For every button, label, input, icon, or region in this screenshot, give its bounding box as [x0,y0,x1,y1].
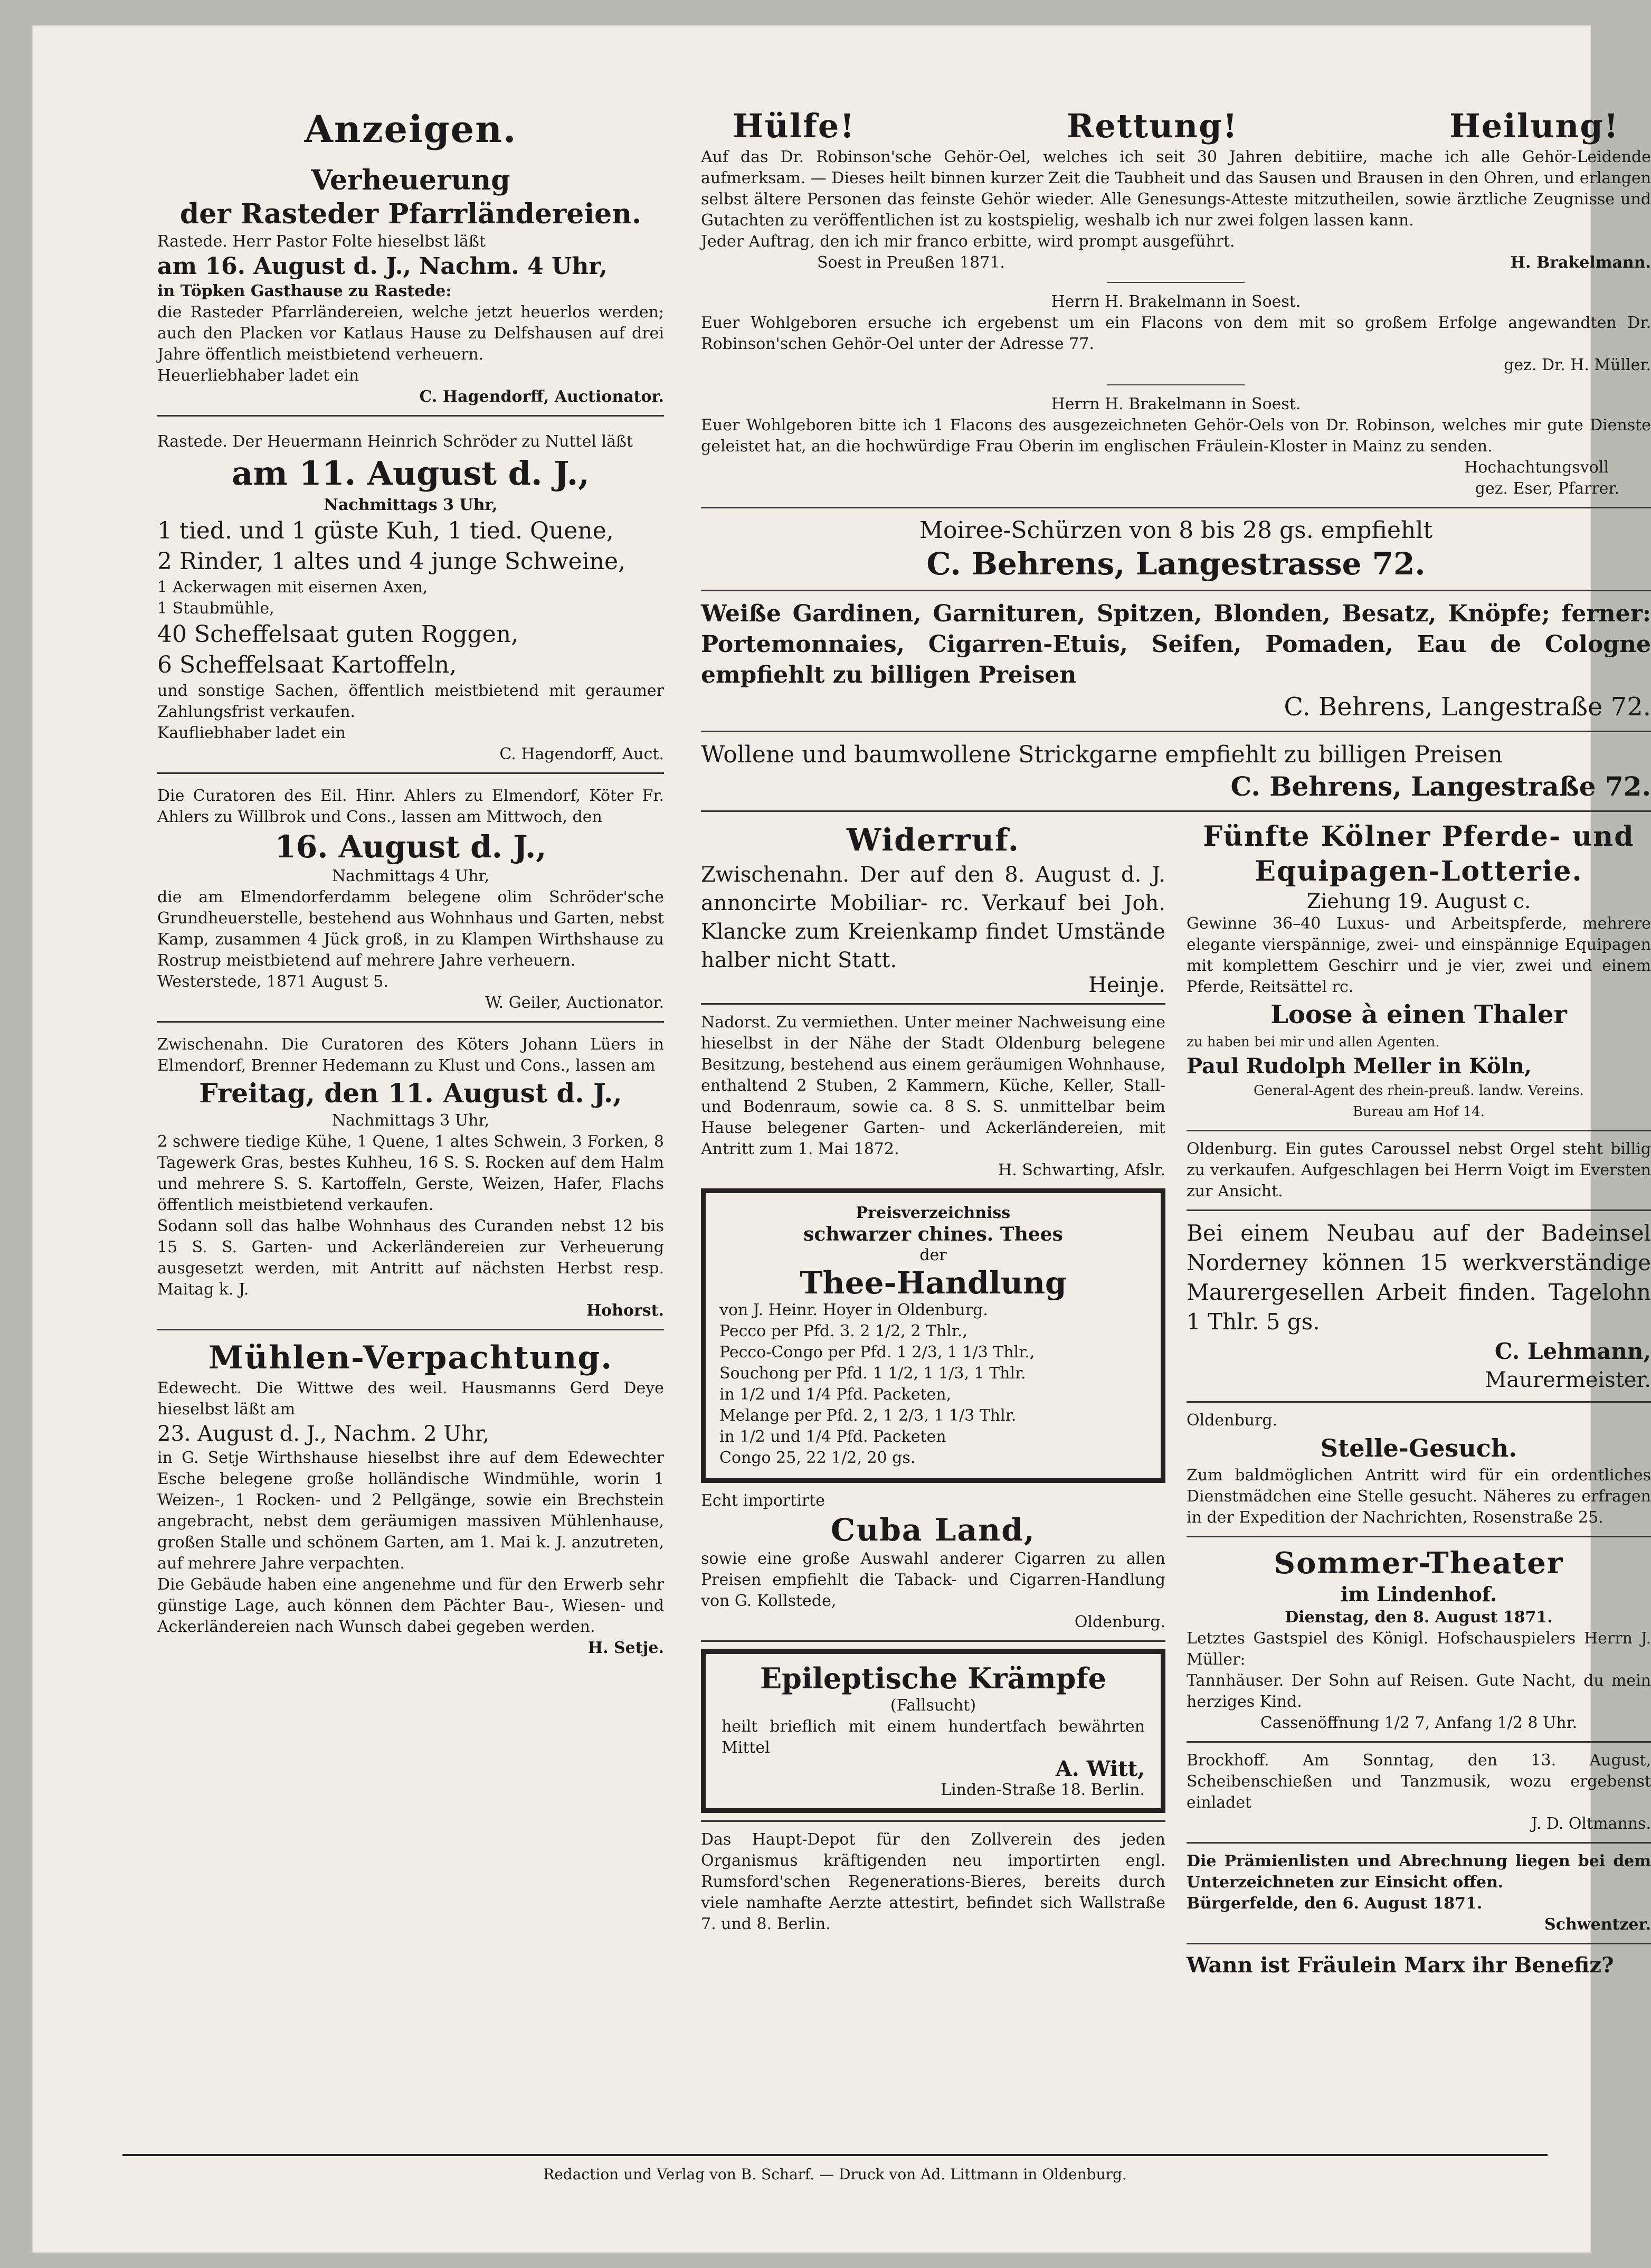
tea-ad-box [701,1188,1165,1483]
ad-signature: gez. Dr. H. Müller. [1504,356,1651,374]
ad-text: Bei einem Neubau auf der Badeinsel Norderney können 15 werkverständige Maurergesellen Arbeit finden. Tagelohn 1 Thlr. 5 gs. [1187,1220,1651,1335]
sub-column-left [701,819,1165,1935]
ad-text: Die Gebäude haben eine angenehme und für den Erwerb sehr günstige Lage, auch können dem Pächter Bau-, Wiesen- und Ackerländereien nach Wunsch dabei gegeben werden. [157,1575,664,1636]
ad-text: Auf das Dr. Robinson'sche Gehör-Oel, welches ich seit 30 Jahren debitiire, mache ich alle Gehör-Leidende aufmerksam. — Dieses heilt binnen kurzer Zeit die Taubheit und das Sausen und Brausen in den Ohren, und erlangen selbst ältere Personen das feinste Gehör wieder. Alle Genesungs-Atteste mitzutheilen, sowie ärztliche Zeugnisse und Gutachten zu veröffentlichen ist zu kostspielig, weshalb ich nur zwei folgen lassen kann. [701,148,1651,230]
divider [1187,1741,1651,1743]
ad-text: (Fallsucht) [890,1696,976,1715]
ad-text: sowie eine große Auswahl anderer Cigarren zu allen Preisen empfiehlt die Taback- und Cigarren-Handlung von G. Kollstede, [701,1549,1165,1610]
ad-text: Echt importirte [701,1491,826,1510]
ad-signature: gez. Eser, Pfarrer. [1475,479,1619,498]
ad-address: Linden-Straße 18. Berlin. [941,1781,1145,1799]
ad-signature: Oldenburg. [1074,1613,1165,1631]
divider [701,1003,1165,1005]
ad-text: Weiße Gardinen, Garnituren, Spitzen, Blonden, Besatz, Knöpfe; ferner: Portemonnaies, Cigarren-Etuis, Seifen, Pomaden, Eau de Cologne empfiehlt zu billigen Preisen [701,600,1651,688]
ad-signature: Hohorst. [586,1301,664,1320]
ad-signature: C. Hagendorff, Auct. [499,745,664,763]
ad-text: Kaufliebhaber ladet ein [157,724,346,742]
ad-item: 1 tied. und 1 güste Kuh, 1 tied. Quene, [157,517,614,544]
divider [701,1820,1165,1822]
ad-text: Gewinne 36–40 Luxus- und Arbeitspferde, mehrere elegante vierspännige, zwei- und einspännige Equipagen mit komplettem Geschirr und je vier, zwei und einem Pferde, Reitsättel rc. [1187,914,1651,996]
ad-heading: der Rasteder Pfarrländereien. [179,198,642,230]
ad-text: die am Elmendorferdamm belegene olim Schröder'sche Grundheuerstelle, bestehend aus Wohnhaus und Garten, nebst Kamp, zusammen 4 Jück groß, in zu Klampen Wirthshause zu Rostrup meistbietend auf mehrere Jahre verheuern. [157,888,664,970]
divider [1187,1130,1651,1131]
divider [157,415,664,417]
ad-text: und sonstige Sachen, öffentlich meistbietend mit geraumer Zahlungsfrist verkaufen. [157,682,664,721]
ad-signature: C. Behrens, Langestrasse 72. [926,546,1426,582]
ad-text: Moiree-Schürzen von 8 bis 28 gs. empfiehlt [919,517,1433,544]
ad-place: Soest in Preußen 1871. [817,253,1005,272]
divider [701,731,1651,732]
ad-text: Wann ist Fräulein Marx ihr Benefiz? [1187,1953,1614,1978]
ad-text: Letztes Gastspiel des Königl. Hofschauspielers Herrn J. Müller: [1187,1629,1651,1669]
ad-text: Heuerliebhaber ladet ein [157,366,359,385]
divider [1187,1401,1651,1403]
tea-price: Pecco-Congo per Pfd. 1 2/3, 1 1/3 Thlr., [719,1343,1035,1362]
tea-price: in 1/2 und 1/4 Pfd. Packeten, [719,1385,952,1404]
ad-signature: C. Hagendorff, Auctionator. [419,388,664,406]
tea-price: Congo 25, 22 1/2, 20 gs. [719,1449,916,1467]
tea-line: von J. Heinr. Hoyer in Oldenburg. [719,1301,988,1319]
divider [1187,1943,1651,1944]
ad-text: Bureau am Hof 14. [1352,1104,1485,1120]
right-column [701,106,1651,2076]
ad-text: General-Agent des rhein-preuß. landw. Vereins. [1254,1083,1584,1099]
tea-price: Melange per Pfd. 2, 1 2/3, 1 1/3 Thlr. [719,1406,1017,1425]
ad-date: am 16. August d. J., Nachm. 4 Uhr, [157,253,608,280]
ad-text: Zwischenahn. Der auf den 8. August d. J. annoncirte Mobiliar- rc. Verkauf bei Joh. Klancke zum Kreienkamp findet Umstände halber nicht Statt. [701,863,1165,972]
ad-signature: H. Schwarting, Afslr. [998,1161,1165,1179]
ad-text: Die Curatoren des Eil. Hinr. Ahlers zu Elmendorf, Köter Fr. Ahlers zu Willbrok und Cons., lassen am Mittwoch, den [157,787,664,826]
divider [1187,1536,1651,1537]
ad-text: 2 schwere tiedige Kühe, 1 Quene, 1 altes Schwein, 3 Forken, 8 Tagewerk Gras, bestes Kuhheu, 16 S. S. Rocken auf dem Halm und mehrere S. S. Kartoffeln, Gerste, Weizen, Hafer, Flachs öffentlich meistbietend verkaufen. [157,1132,664,1214]
ad-signature: C. Behrens, Langestraße 72. [1230,771,1651,802]
ad-time: Nachmittags 3 Uhr, [331,1111,490,1130]
ad-text: Hochachtungsvoll [1464,458,1609,477]
divider [701,507,1651,508]
ad-heading: Loose à einen Thaler [1270,1000,1567,1029]
ad-heading: Widerruf. [847,822,1020,858]
ad-date: Dienstag, den 8. August 1871. [1285,1608,1553,1627]
divider [1187,1842,1651,1844]
newspaper-page [33,26,1651,2252]
divider [1187,1209,1651,1211]
divider [157,772,664,774]
ad-text: Zum baldmöglichen Antritt wird für ein ordentliches Dienstmädchen eine Stelle gesucht. Näheres zu erfragen in der Expedition der Nachrichten, Rosenstraße 25. [1187,1466,1651,1527]
ad-heading: Sommer-Theater [1274,1546,1564,1581]
ad-heading: Mühlen-Verpachtung. [208,1339,613,1376]
divider [701,1640,1165,1642]
page-content [83,106,1651,2191]
ad-text: Cassenöffnung 1/2 7, Anfang 1/2 8 Uhr. [1260,1714,1578,1732]
ad-time: Nachmittags 4 Uhr, [331,867,490,885]
divider [1107,282,1245,283]
ad-text: Rastede. Der Heuermann Heinrich Schröder zu Nuttel läßt [157,432,633,451]
divider [157,1329,664,1330]
tea-line: schwarzer chines. Thees [803,1223,1063,1245]
ad-signature: Schwentzer. [1544,1915,1651,1934]
tea-price: Souchong per Pfd. 1 1/2, 1 1/3, 1 Thlr. [719,1364,1026,1383]
two-column-block [701,819,1651,2076]
ad-text: Euer Wohlgeboren ersuche ich ergebenst um ein Flacons von dem mit so großem Erfolge angewandten Dr. Robinson'schen Gehör-Oel unter der Adresse 77. [701,314,1651,353]
ad-item: 1 Ackerwagen mit eisernen Axen, [157,578,428,597]
divider [701,590,1651,591]
ad-text: in G. Setje Wirthshause hieselbst ihre auf dem Edewechter Esche belegene große holländische Windmühle, worin 1 Weizen-, 1 Rocken- und 2 Pellgänge, sowie ein Brechstein angebracht, nebst dem geräumigen massiven Mühlenhause, großen Stalle und schönem Garten, am 1. Mai k. J. anzutreten, auf mehrere Jahre verpachten. [157,1449,664,1573]
ad-text: Die Prämienlisten und Abrechnung liegen bei dem Unterzeichneten zur Einsicht offen. [1187,1852,1651,1892]
headline: Heilung! [1449,107,1619,145]
ad-text: Wollene und baumwollene Strickgarne empfiehlt zu billigen Preisen [701,741,1503,768]
headline-row [701,106,1651,147]
ad-text: zu haben bei mir und allen Agenten. [1187,1034,1440,1050]
ad-text: Sodann soll das halbe Wohnhaus des Curanden nebst 12 bis 15 S. S. Garten- und Ackerländereien zur Verheuerung ausgesetzt werden, mit Antritt auf nächsten Herbst resp. Maitag k. J. [157,1217,664,1299]
sub-column-right [1187,819,1651,1979]
ad-text: Rastede. Herr Pastor Folte hieselbst läßt [157,232,486,251]
ad-signature: A. Witt, [1055,1756,1145,1781]
ad-text: heilt brieflich mit einem hundertfach bewährten Mittel [722,1717,1145,1757]
ad-signature: H. Setje. [587,1639,664,1657]
ad-text: in Töpken Gasthause zu Rastede: [157,282,452,300]
ad-date: 23. August d. J., Nachm. 2 Uhr, [157,1422,490,1446]
tea-title: Thee-Handlung [800,1265,1067,1301]
ad-signature: H. Brakelmann. [1510,253,1651,272]
ad-footer [701,252,1651,273]
ad-signature: C. Behrens, Langestraße 72. [1284,692,1651,722]
ad-text: Oldenburg. Ein gutes Caroussel nebst Orgel steht billig zu verkaufen. Aufgeschlagen bei Herrn Voigt im Eversten zur Ansicht. [1187,1140,1651,1201]
ad-date: Ziehung 19. August c. [1306,890,1531,913]
ad-heading: im Lindenhof. [1340,1582,1497,1606]
tea-price: in 1/2 und 1/4 Pfd. Packeten [719,1428,946,1446]
ad-text: Das Haupt-Depot für den Zollverein des jeden Organismus kräftigenden neu importirten engl. Rumsford'schen Regenerations-Bieres, bereits durch viele namhafte Aerzte attestirt, befindet sich Wallstraße 7. und 8. Berlin. [701,1830,1165,1933]
ad-heading: Stelle-Gesuch. [1320,1434,1517,1462]
ad-signature: Maurermeister. [1485,1368,1651,1392]
ad-item: 1 Staubmühle, [157,599,274,618]
ad-signature: C. Lehmann, [1494,1338,1651,1364]
ad-signature: W. Geiler, Auctionator. [485,994,664,1012]
ad-text: Oldenburg. [1187,1411,1278,1430]
ad-text: Herrn H. Brakelmann in Soest. [1051,395,1301,413]
imprint-footer: Redaction und Verlag von B. Scharf. — Druck von Ad. Littmann in Oldenburg. [122,2154,1548,2183]
ad-text: Nadorst. Zu vermiethen. Unter meiner Nachweisung eine hieselbst in der Nähe der Stadt Oldenburg belegene Besitzung, bestehend aus einem geräumigen Wohnhause, enthaltend 2 Stuben, 2 Kammern, Küche, Keller, Stall- und Bodenraum, sowie ca. 8 S. S. unmittelbar beim Hause belegener Garten- und Ackerländereien, mit Antritt zum 1. Mai 1872. [701,1013,1165,1158]
ad-signature: Paul Rudolph Meller in Köln, [1187,1054,1532,1079]
headline: Rettung! [1066,107,1238,145]
ad-signature: Heinje. [1088,973,1165,997]
tea-line: Preisverzeichniss [856,1204,1011,1222]
ad-time: Nachmittags 3 Uhr, [324,496,498,514]
ad-text: Westerstede, 1871 August 5. [157,972,388,991]
epilepsy-ad-box [701,1649,1165,1813]
tea-line: der [919,1246,947,1264]
ad-text: Edewecht. Die Wittwe des weil. Hausmanns Gerd Deye hieselbst läßt am [157,1379,664,1419]
ad-text: Herrn H. Brakelmann in Soest. [1051,292,1301,311]
ad-item: 2 Rinder, 1 altes und 4 junge Schweine, [157,548,626,575]
ad-heading: Epileptische Krämpfe [760,1661,1107,1695]
ad-text: Tannhäuser. Der Sohn auf Reisen. Gute Nacht, du mein herziges Kind. [1187,1671,1651,1711]
headline: Hülfe! [733,107,856,145]
ad-text: Bürgerfelde, den 6. August 1871. [1187,1894,1483,1913]
ad-item: 6 Scheffelsaat Kartoffeln, [157,651,457,678]
left-column [157,106,664,1659]
ad-date: 16. August d. J., [274,829,547,865]
ad-text: Brockhoff. Am Sonntag, den 13. August, Scheibenschießen und Tanzmusik, wozu ergebenst einladet [1187,1751,1651,1812]
ad-item: 40 Scheffelsaat guten Roggen, [157,621,519,648]
ad-text: Jeder Auftrag, den ich mir franco erbitte, wird prompt ausgeführt. [701,232,1235,251]
divider [157,1021,664,1023]
tea-price: Pecco per Pfd. 3. 2 1/2, 2 Thlr., [719,1322,967,1340]
divider [1107,384,1245,385]
ad-signature: J. D. Oltmanns. [1531,1815,1651,1833]
ad-text: Zwischenahn. Die Curatoren des Köters Johann Lüers in Elmendorf, Brenner Hedemann zu Klust und Cons., lassen am [157,1035,664,1075]
ad-heading: Cuba Land, [831,1512,1036,1548]
ad-text: die Rasteder Pfarrländereien, welche jetzt heuerlos werden; auch den Placken vor Katlaus Hause zu Delfshausen auf drei Jahre öffentlich meistbietend verheuern. [157,303,664,364]
ad-heading: Verheuerung [311,164,510,196]
ad-date: am 11. August d. J., [232,454,590,493]
ad-date: Freitag, den 11. August d. J., [199,1078,622,1109]
ad-heading: Fünfte Kölner Pferde- und Equipagen-Lotterie. [1203,820,1635,887]
section-title: Anzeigen. [304,107,517,151]
ad-text: Euer Wohlgeboren bitte ich 1 Flacons des ausgezeichneten Gehör-Oels von Dr. Robinson, welches mir gute Dienste geleistet hat, an die hochwürdige Frau Oberin im englischen Fräulein-Kloster in Mainz zu senden. [701,416,1651,456]
divider [701,810,1651,812]
